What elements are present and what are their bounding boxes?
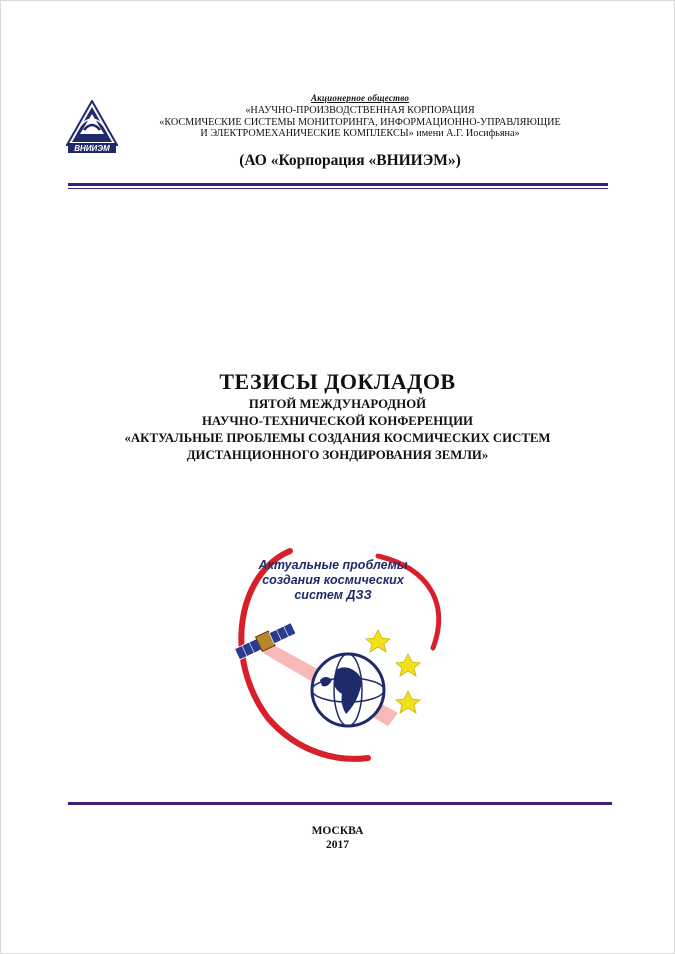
subtitle-line-1: ПЯТОЙ МЕЖДУНАРОДНОЙ	[248, 397, 427, 411]
header	[0, 0, 675, 200]
subtitle-line-2: НАУЧНО-ТЕХНИЧЕСКОЙ КОНФЕРЕНЦИИ	[201, 414, 474, 428]
city: МОСКВА	[311, 825, 364, 837]
org-line-2: «КОСМИЧЕСКИЕ СИСТЕМЫ МОНИТОРИНГА, ИНФОРМАЦИОННО-УПРАВЛЯЮЩИЕ	[159, 116, 561, 128]
footer-rule	[68, 802, 612, 805]
emblem-line-1: Актуальные проблемы	[258, 558, 408, 572]
emblem-line-3: систем ДЗЗ	[294, 588, 372, 602]
star-icon-1	[366, 630, 390, 652]
org-line-1: «НАУЧНО-ПРОИЗВОДСТВЕННАЯ КОРПОРАЦИЯ	[245, 104, 475, 116]
globe-icon	[312, 654, 384, 726]
year: 2017	[326, 839, 349, 851]
header-rule-thin	[68, 188, 608, 189]
logo-text: ВНИИЭМ	[74, 144, 110, 153]
emblem-caption	[248, 558, 418, 603]
title-block	[60, 368, 615, 464]
org-line-3: И ЭЛЕКТРОМЕХАНИЧЕСКИЕ КОМПЛЕКСЫ» имени А.Г. Иосифьяна»	[200, 128, 520, 140]
subtitle-line-4: ДИСТАНЦИОННОГО ЗОНДИРОВАНИЯ ЗЕМЛИ»	[186, 448, 489, 462]
footer	[200, 824, 475, 852]
emblem-line-2: создания космических	[262, 573, 404, 587]
star-icon-2	[396, 654, 420, 676]
star-icon-3	[396, 691, 420, 713]
document-title: ТЕЗИСЫ ДОКЛАДОВ	[219, 369, 456, 394]
header-rule-thick	[68, 183, 608, 186]
subtitle-line-3: «АКТУАЛЬНЫЕ ПРОБЛЕМЫ СОЗДАНИЯ КОСМИЧЕСКИХ СИСТЕМ	[124, 431, 551, 445]
org-type: Акционерное общество	[310, 93, 410, 103]
organization-name	[100, 93, 620, 140]
org-short-name: (АО «Корпорация «ВНИИЭМ»)	[239, 152, 461, 169]
